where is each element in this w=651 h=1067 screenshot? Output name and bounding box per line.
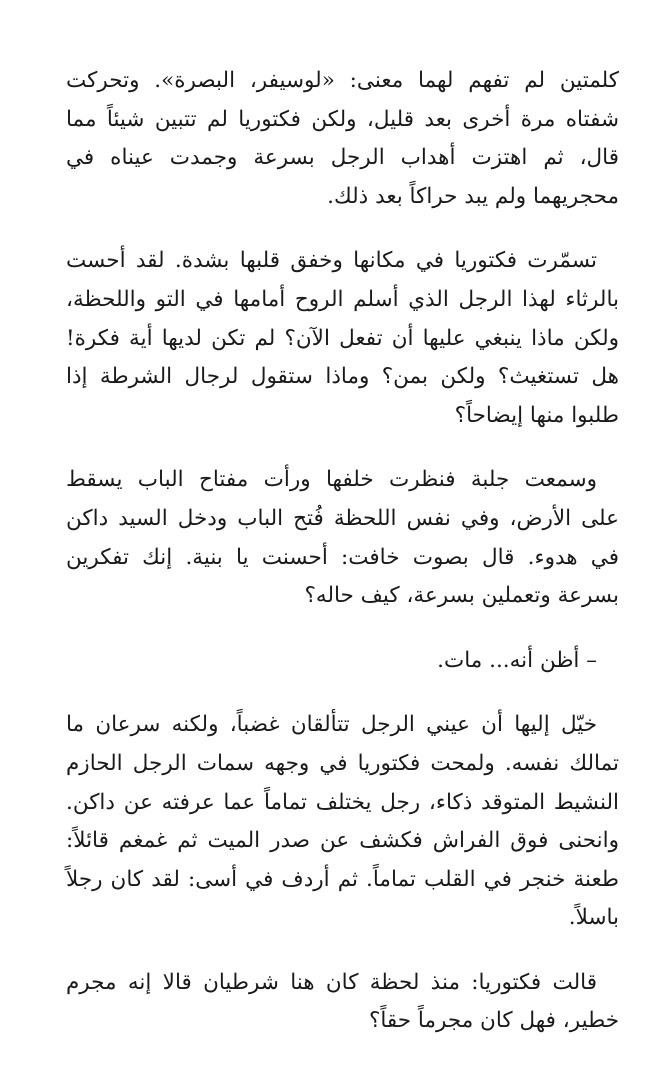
paragraph: [66, 242, 619, 435]
dialogue-line: [66, 642, 619, 681]
text-line: بالرثاء لهذا الرجل الذي أسلم الروح أمامها في التو واللحظة،: [66, 286, 619, 312]
text-line: في هدوء. قال بصوت خافت: أحسنت يا بنية. إنك تفكرين: [66, 544, 619, 570]
text-line: – أظن أنه... مات.: [437, 647, 597, 673]
text-line: قال، ثم اهتزت أهداب الرجل بسرعة وجمدت عيناه في: [66, 145, 619, 171]
text-line: تمالك نفسه. ولمحت فكتوريا في وجهه سمات الرجل الحازم: [66, 750, 619, 776]
paragraph: [66, 62, 619, 216]
text-line: وانحنى فوق الفراش فكشف عن صدر الميت ثم غمغم قائلاً:: [66, 828, 619, 854]
text-line: طلبوا منها إيضاحاً؟: [454, 402, 619, 428]
text-line: محجريهما ولم يبد حراكاً بعد ذلك.: [327, 183, 619, 209]
text-line: كلمتين لم تفهم لهما معنى: «لوسيفر، البصرة». وتحركت: [66, 68, 619, 93]
text-line: تسمّرت فكتوريا في مكانها وخفق قلبها بشدة. لقد أحست: [66, 248, 597, 274]
text-line: شفتاه مرة أخرى بعد قليل، ولكن فكتوريا لم تتبين شيئاً مما: [66, 106, 619, 132]
book-page: [66, 62, 619, 1067]
text-line: ولكن ماذا ينبغي عليها أن تفعل الآن؟ لم تكن لديها أية فكرة!: [66, 325, 619, 351]
paragraph: [66, 706, 619, 938]
text-line: طعنة خنجر في القلب تماماً. ثم أردف في أسى: لقد كان رجلاً: [66, 866, 619, 892]
paragraph: [66, 964, 619, 1041]
text-line: على الأرض، وفي نفس اللحظة فُتح الباب ودخل السيد داكن: [66, 505, 619, 531]
text-line: باسلاً.: [568, 905, 619, 931]
text-line: النشيط المتوقد ذكاء، رجل يختلف تماماً عما عرفته عن داكن.: [66, 789, 619, 815]
text-line: قالت فكتوريا: منذ لحظة كان هنا شرطيان قالا إنه مجرم: [66, 969, 597, 995]
text-line: بسرعة وتعملين بسرعة، كيف حاله؟: [304, 583, 619, 609]
text-line: وسمعت جلبة فنظرت خلفها ورأت مفتاح الباب يسقط: [66, 467, 597, 493]
paragraph: [66, 461, 619, 615]
text-line: خيّل إليها أن عيني الرجل تتألقان غضباً، ولكنه سرعان ما: [66, 712, 597, 738]
text-line: خطير، فهل كان مجرماً حقاً؟: [368, 1008, 619, 1034]
text-line: هل تستغيث؟ ولكن بمن؟ وماذا ستقول لرجال الشرطة إذا: [66, 364, 619, 390]
